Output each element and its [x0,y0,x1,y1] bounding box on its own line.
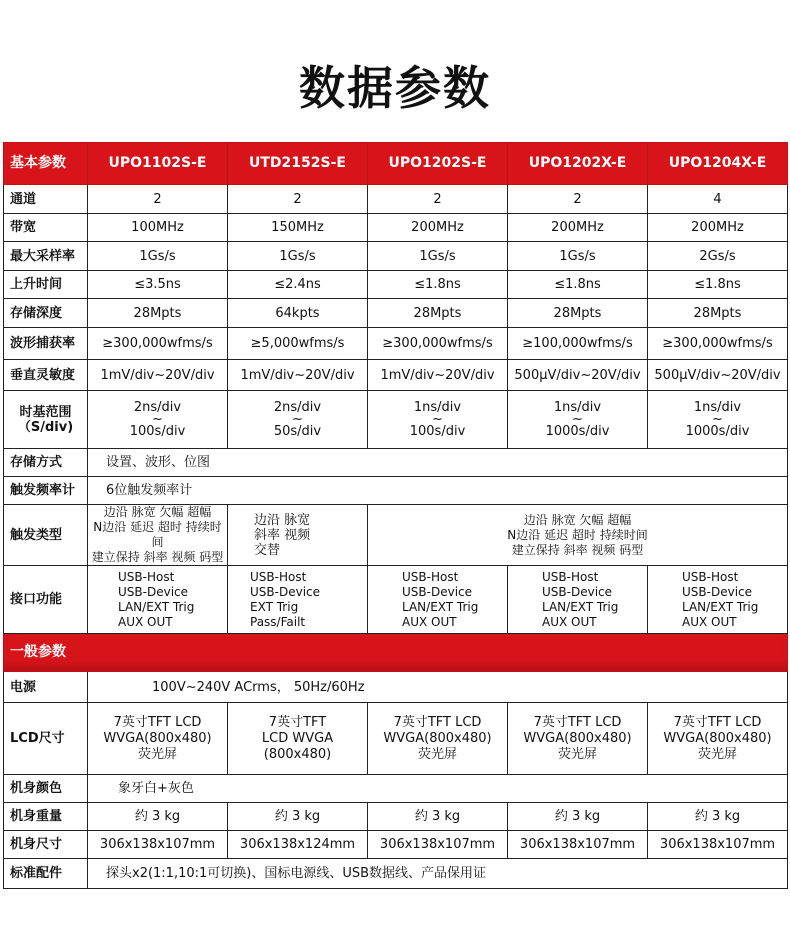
cell: USB-Host USB-Device LAN/EXT Trig AUX OUT [88,566,228,634]
cell: 28Mpts [368,299,508,328]
interface-row [4,566,788,634]
cell: 边沿 脉宽 欠幅 超幅 N边沿 延迟 超时 持续时间 建立保持 斜率 视频 码型 [88,505,228,566]
row-label: 触发频率计 [4,477,88,505]
cell: 1mV/div~20V/div [88,360,228,391]
row-label: 标准配件 [4,859,88,889]
row-label: 垂直灵敏度 [4,360,88,391]
cell: 500μV/div~20V/div [648,360,788,391]
row-label: 最大采样率 [4,242,88,271]
cell: 2ns/div ~ 50s/div [228,391,368,449]
cell: ≥300,000wfms/s [368,328,508,360]
cell: 2 [508,185,648,214]
cell: USB-Host USB-Device LAN/EXT Trig AUX OUT [508,566,648,634]
page-title: 数据参数 [299,61,491,115]
cell: 探头x2(1:1,10:1可切换)、国标电源线、USB数据线、产品保用证 [88,859,788,889]
cell: 约 3 kg [368,803,508,831]
cell: 306x138x107mm [508,831,648,859]
cell: 7英寸TFT LCD WVGA(800x480) 荧光屏 [368,703,508,775]
section-title: 一般参数 [4,634,788,672]
row-label: 触发类型 [4,505,88,566]
storage-row [4,449,788,477]
cell: 200MHz [508,214,648,242]
cell: 2 [88,185,228,214]
cell: 1ns/div ~ 1000s/div [648,391,788,449]
timebase-row [4,391,788,449]
size-row [4,831,788,859]
cell: USB-Host USB-Device LAN/EXT Trig AUX OUT [648,566,788,634]
cell: 设置、波形、位图 [88,449,788,477]
cell: ≤1.8ns [648,271,788,299]
cell: 1mV/div~20V/div [368,360,508,391]
cell: 100V~240V ACrms， 50Hz/60Hz [88,672,788,703]
cell: ≥300,000wfms/s [648,328,788,360]
model-name: UPO1202S-E [368,143,508,185]
cell: ≤3.5ns [88,271,228,299]
row-label: 上升时间 [4,271,88,299]
cell: 1ns/div ~ 1000s/div [508,391,648,449]
cell: ≤2.4ns [228,271,368,299]
cell: 4 [648,185,788,214]
cell: 1ns/div ~ 100s/div [368,391,508,449]
header-label: 基本参数 [4,143,88,185]
cell: 28Mpts [508,299,648,328]
cell: ≤1.8ns [368,271,508,299]
cell: ≥100,000wfms/s [508,328,648,360]
cell: 边沿 脉宽 欠幅 超幅 N边沿 延迟 超时 持续时间 建立保持 斜率 视频 码型 [368,505,788,566]
row-label: 波形捕获率 [4,328,88,360]
model-name: UPO1204X-E [648,143,788,185]
freq-counter-row [4,477,788,505]
lcd-row [4,703,788,775]
row-label: 机身重量 [4,803,88,831]
row-label: 接口功能 [4,566,88,634]
cell: 6位触发频率计 [88,477,788,505]
cell: 64kpts [228,299,368,328]
row-label: 电源 [4,672,88,703]
table-row [4,271,788,299]
cell: 7英寸TFT LCD WVGA(800x480) 荧光屏 [648,703,788,775]
row-label: 机身颜色 [4,775,88,803]
table-row [4,299,788,328]
cell: 1mV/div~20V/div [228,360,368,391]
cell: 7英寸TFT LCD WVGA (800x480) [228,703,368,775]
cell: 7英寸TFT LCD WVGA(800x480) 荧光屏 [88,703,228,775]
cell: 约 3 kg [228,803,368,831]
cell: 边沿 脉宽 斜率 视频 交替 [228,505,368,566]
cell: 2ns/div ~ 100s/div [88,391,228,449]
cell: 150MHz [228,214,368,242]
row-label: 存储深度 [4,299,88,328]
cell: 306x138x107mm [368,831,508,859]
accessories-row [4,859,788,889]
row-label: 机身尺寸 [4,831,88,859]
cell: 1Gs/s [88,242,228,271]
cell: 象牙白+灰色 [88,775,788,803]
table-row [4,242,788,271]
model-name: UTD2152S-E [228,143,368,185]
cell: 200MHz [368,214,508,242]
cell: 2 [228,185,368,214]
table-row [4,214,788,242]
cell: 7英寸TFT LCD WVGA(800x480) 荧光屏 [508,703,648,775]
model-name: UPO1102S-E [88,143,228,185]
table-row [4,328,788,360]
cell: 2 [368,185,508,214]
trigger-row [4,505,788,566]
cell: ≤1.8ns [508,271,648,299]
weight-row [4,803,788,831]
cell: 100MHz [88,214,228,242]
cell: USB-Host USB-Device LAN/EXT Trig AUX OUT [368,566,508,634]
cell: 2Gs/s [648,242,788,271]
cell: 28Mpts [88,299,228,328]
cell: ≥300,000wfms/s [88,328,228,360]
cell: 约 3 kg [88,803,228,831]
cell: 306x138x124mm [228,831,368,859]
cell: 200MHz [648,214,788,242]
cell: 1Gs/s [508,242,648,271]
model-name: UPO1202X-E [508,143,648,185]
table-row [4,185,788,214]
cell: 28Mpts [648,299,788,328]
header-row [4,143,788,185]
table-row [4,360,788,391]
cell: 约 3 kg [508,803,648,831]
section-header [4,634,788,672]
cell: 500μV/div~20V/div [508,360,648,391]
cell: 约 3 kg [648,803,788,831]
row-label: LCD尺寸 [4,703,88,775]
row-label: 带宽 [4,214,88,242]
row-label: 时基范围 （S/div) [4,391,88,449]
cell: ≥5,000wfms/s [228,328,368,360]
spec-table [3,142,788,889]
color-row [4,775,788,803]
cell: 1Gs/s [228,242,368,271]
power-row [4,672,788,703]
cell: 306x138x107mm [88,831,228,859]
row-label: 通道 [4,185,88,214]
row-label: 存储方式 [4,449,88,477]
cell: USB-Host USB-Device EXT Trig Pass/Failt [228,566,368,634]
cell: 306x138x107mm [648,831,788,859]
cell: 1Gs/s [368,242,508,271]
